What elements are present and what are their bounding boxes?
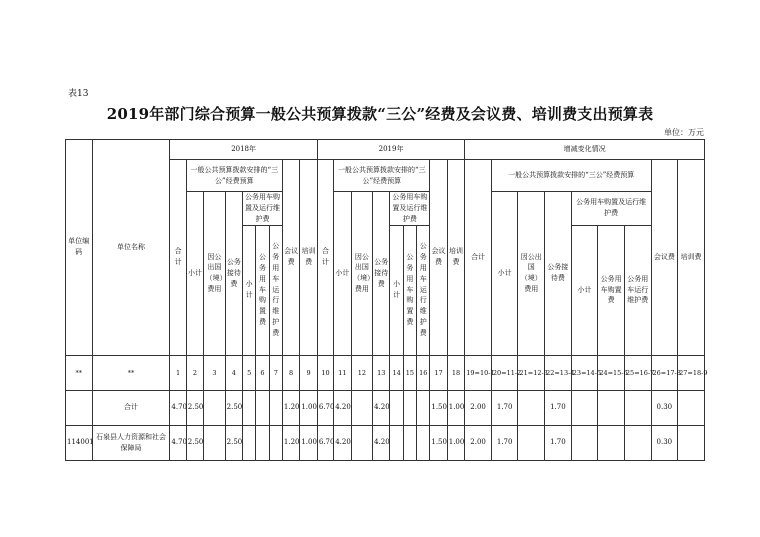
value-cell: [256, 425, 269, 460]
index-cell: 5: [243, 355, 256, 390]
table-row: [66, 425, 705, 460]
value-cell: 4.70: [170, 390, 186, 425]
value-cell: 1.70: [545, 425, 572, 460]
header-2018-operation: 公务用车运行维护费: [269, 225, 282, 355]
index-cell: 27=18-9: [678, 355, 705, 390]
header-2018-training: 培训费: [300, 160, 318, 356]
header-2018-heji: 合计: [170, 160, 186, 356]
value-cell: [204, 425, 225, 460]
budget-table: [65, 139, 708, 461]
unit-name-cell: 石泉县人力资源和社会保障局: [92, 425, 170, 460]
header-2018-xiaoji: 小计: [186, 192, 203, 356]
header-2019-training: 培训费: [447, 160, 465, 356]
page-title: 2019年部门综合预算一般公共预算拨款“三公”经费及会议费、培训费支出预算表: [106, 105, 654, 123]
value-cell: 1.00: [447, 390, 465, 425]
index-cell: 6: [256, 355, 269, 390]
header-change: 增减变化情况: [465, 140, 705, 160]
value-cell: [403, 390, 416, 425]
value-cell: 2.50: [225, 425, 242, 460]
index-cell: 17: [430, 355, 447, 390]
index-cell: 24=15-6: [598, 355, 625, 390]
value-cell: 4.20: [334, 425, 351, 460]
value-cell: 1.20: [282, 425, 299, 460]
value-cell: [269, 390, 282, 425]
value-cell: [351, 425, 372, 460]
value-cell: [269, 425, 282, 460]
value-cell: 2.50: [186, 425, 203, 460]
value-cell: 1.00: [300, 425, 318, 460]
header-2018-vehicle-xiaoji: 小计: [243, 225, 256, 355]
index-cell: 21=12-3: [518, 355, 545, 390]
header-2018-meeting: 会议费: [282, 160, 299, 356]
index-cell: 2: [186, 355, 203, 390]
value-cell: 6.70: [317, 390, 333, 425]
index-cell: 22=13-4: [545, 355, 572, 390]
index-cell: 9: [300, 355, 318, 390]
header-change-abroad: 因公出国（境）费用: [518, 192, 545, 356]
header-2019-purchase: 公务用车购置费: [403, 225, 416, 355]
unit-code-cell: [66, 390, 93, 425]
header-2019-vehicle: 公务用车购置及运行维护费: [390, 192, 430, 226]
index-cell: 3: [204, 355, 225, 390]
value-cell: [678, 425, 705, 460]
header-unit-code: 单位编码: [66, 140, 93, 356]
index-row: [66, 355, 705, 390]
value-cell: [571, 390, 598, 425]
header-change-heji: 合计: [465, 160, 492, 356]
header-change-vehicle: 公务用车购置及运行维护费: [571, 192, 651, 226]
value-cell: [518, 425, 545, 460]
value-cell: [390, 425, 403, 460]
header-year-2019: 2019年: [317, 140, 464, 160]
value-cell: 1.20: [282, 390, 299, 425]
header-change-sangong: 一般公共预算拨款安排的“三公”经费预算: [491, 160, 651, 192]
value-cell: 1.00: [447, 425, 465, 460]
index-cell: 18: [447, 355, 465, 390]
header-2018-reception: 公务接待费: [225, 192, 242, 356]
header-2019-heji: 合计: [317, 160, 333, 356]
header-2018-vehicle: 公务用车购置及运行维护费: [243, 192, 283, 226]
value-cell: 1.50: [430, 425, 447, 460]
header-change-purchase: 公务用车购置费: [598, 225, 625, 355]
value-cell: 0.30: [651, 425, 678, 460]
value-cell: [243, 390, 256, 425]
header-year-2018: 2018年: [170, 140, 317, 160]
value-cell: [571, 425, 598, 460]
unit-name-cell: 合计: [92, 390, 170, 425]
value-cell: 1.50: [430, 390, 447, 425]
value-cell: 2.00: [465, 425, 492, 460]
index-cell: 1: [170, 355, 186, 390]
header-2018-sangong: 一般公共预算拨款安排的“三公”经费预算: [186, 160, 282, 192]
header-row-1: [66, 140, 705, 160]
index-cell: 11: [334, 355, 351, 390]
value-cell: 4.20: [373, 425, 390, 460]
value-cell: 1.70: [491, 425, 518, 460]
unit-label: 单位：万元: [664, 128, 704, 137]
value-cell: 4.70: [170, 425, 186, 460]
index-cell: 8: [282, 355, 299, 390]
index-cell: 4: [225, 355, 242, 390]
header-change-meeting: 会议费: [651, 160, 678, 356]
value-cell: [417, 390, 430, 425]
header-2019-abroad: 因公出国（境）费用: [351, 192, 372, 356]
value-cell: 2.00: [465, 390, 492, 425]
index-cell: 13: [373, 355, 390, 390]
value-cell: [351, 390, 372, 425]
header-change-xiaoji: 小计: [491, 192, 518, 356]
header-2018-purchase: 公务用车购置费: [256, 225, 269, 355]
header-change-vehicle-xiaoji: 小计: [571, 225, 598, 355]
value-cell: [417, 425, 430, 460]
value-cell: 1.70: [545, 390, 572, 425]
table-row: [66, 390, 705, 425]
value-cell: [256, 390, 269, 425]
value-cell: 2.50: [186, 390, 203, 425]
index-cell: 26=17-8: [651, 355, 678, 390]
value-cell: [624, 390, 651, 425]
value-cell: 4.20: [373, 390, 390, 425]
header-change-operation: 公务用车运行维护费: [624, 225, 651, 355]
value-cell: 1.70: [491, 390, 518, 425]
index-cell: 20=11-2: [491, 355, 518, 390]
index-cell: 16: [417, 355, 430, 390]
value-cell: 2.50: [225, 390, 242, 425]
index-cell: 19=10-1: [465, 355, 492, 390]
index-cell: 14: [390, 355, 403, 390]
value-cell: [598, 425, 625, 460]
value-cell: [624, 425, 651, 460]
index-cell: 25=16-7: [624, 355, 651, 390]
value-cell: [678, 390, 705, 425]
index-cell: 10: [317, 355, 333, 390]
value-cell: 6.70: [317, 425, 333, 460]
index-cell: 12: [351, 355, 372, 390]
value-cell: 0.30: [651, 390, 678, 425]
value-cell: 1.00: [300, 390, 318, 425]
header-2019-reception: 公务接待费: [373, 192, 390, 356]
value-cell: 4.20: [334, 390, 351, 425]
header-change-training: 培训费: [678, 160, 705, 356]
value-cell: [390, 390, 403, 425]
value-cell: [204, 390, 225, 425]
index-cell: **: [66, 355, 93, 390]
header-2019-meeting: 会议费: [430, 160, 447, 356]
header-2019-xiaoji: 小计: [334, 192, 351, 356]
header-2019-vehicle-xiaoji: 小计: [390, 225, 403, 355]
index-cell: 7: [269, 355, 282, 390]
header-2019-operation: 公务用车运行维护费: [417, 225, 430, 355]
index-cell: 23=14-5: [571, 355, 598, 390]
index-cell: **: [92, 355, 170, 390]
header-2019-sangong: 一般公共预算拨款安排的“三公”经费预算: [334, 160, 430, 192]
header-2018-abroad: 因公出国（境）费用: [204, 192, 225, 356]
value-cell: [518, 390, 545, 425]
unit-code-cell: 114001: [66, 425, 93, 460]
table-number: 表13: [68, 89, 89, 99]
header-unit-name: 单位名称: [92, 140, 170, 356]
value-cell: [403, 425, 416, 460]
index-cell: 15: [403, 355, 416, 390]
value-cell: [598, 390, 625, 425]
header-change-reception: 公务接待费: [545, 192, 572, 356]
value-cell: [243, 425, 256, 460]
